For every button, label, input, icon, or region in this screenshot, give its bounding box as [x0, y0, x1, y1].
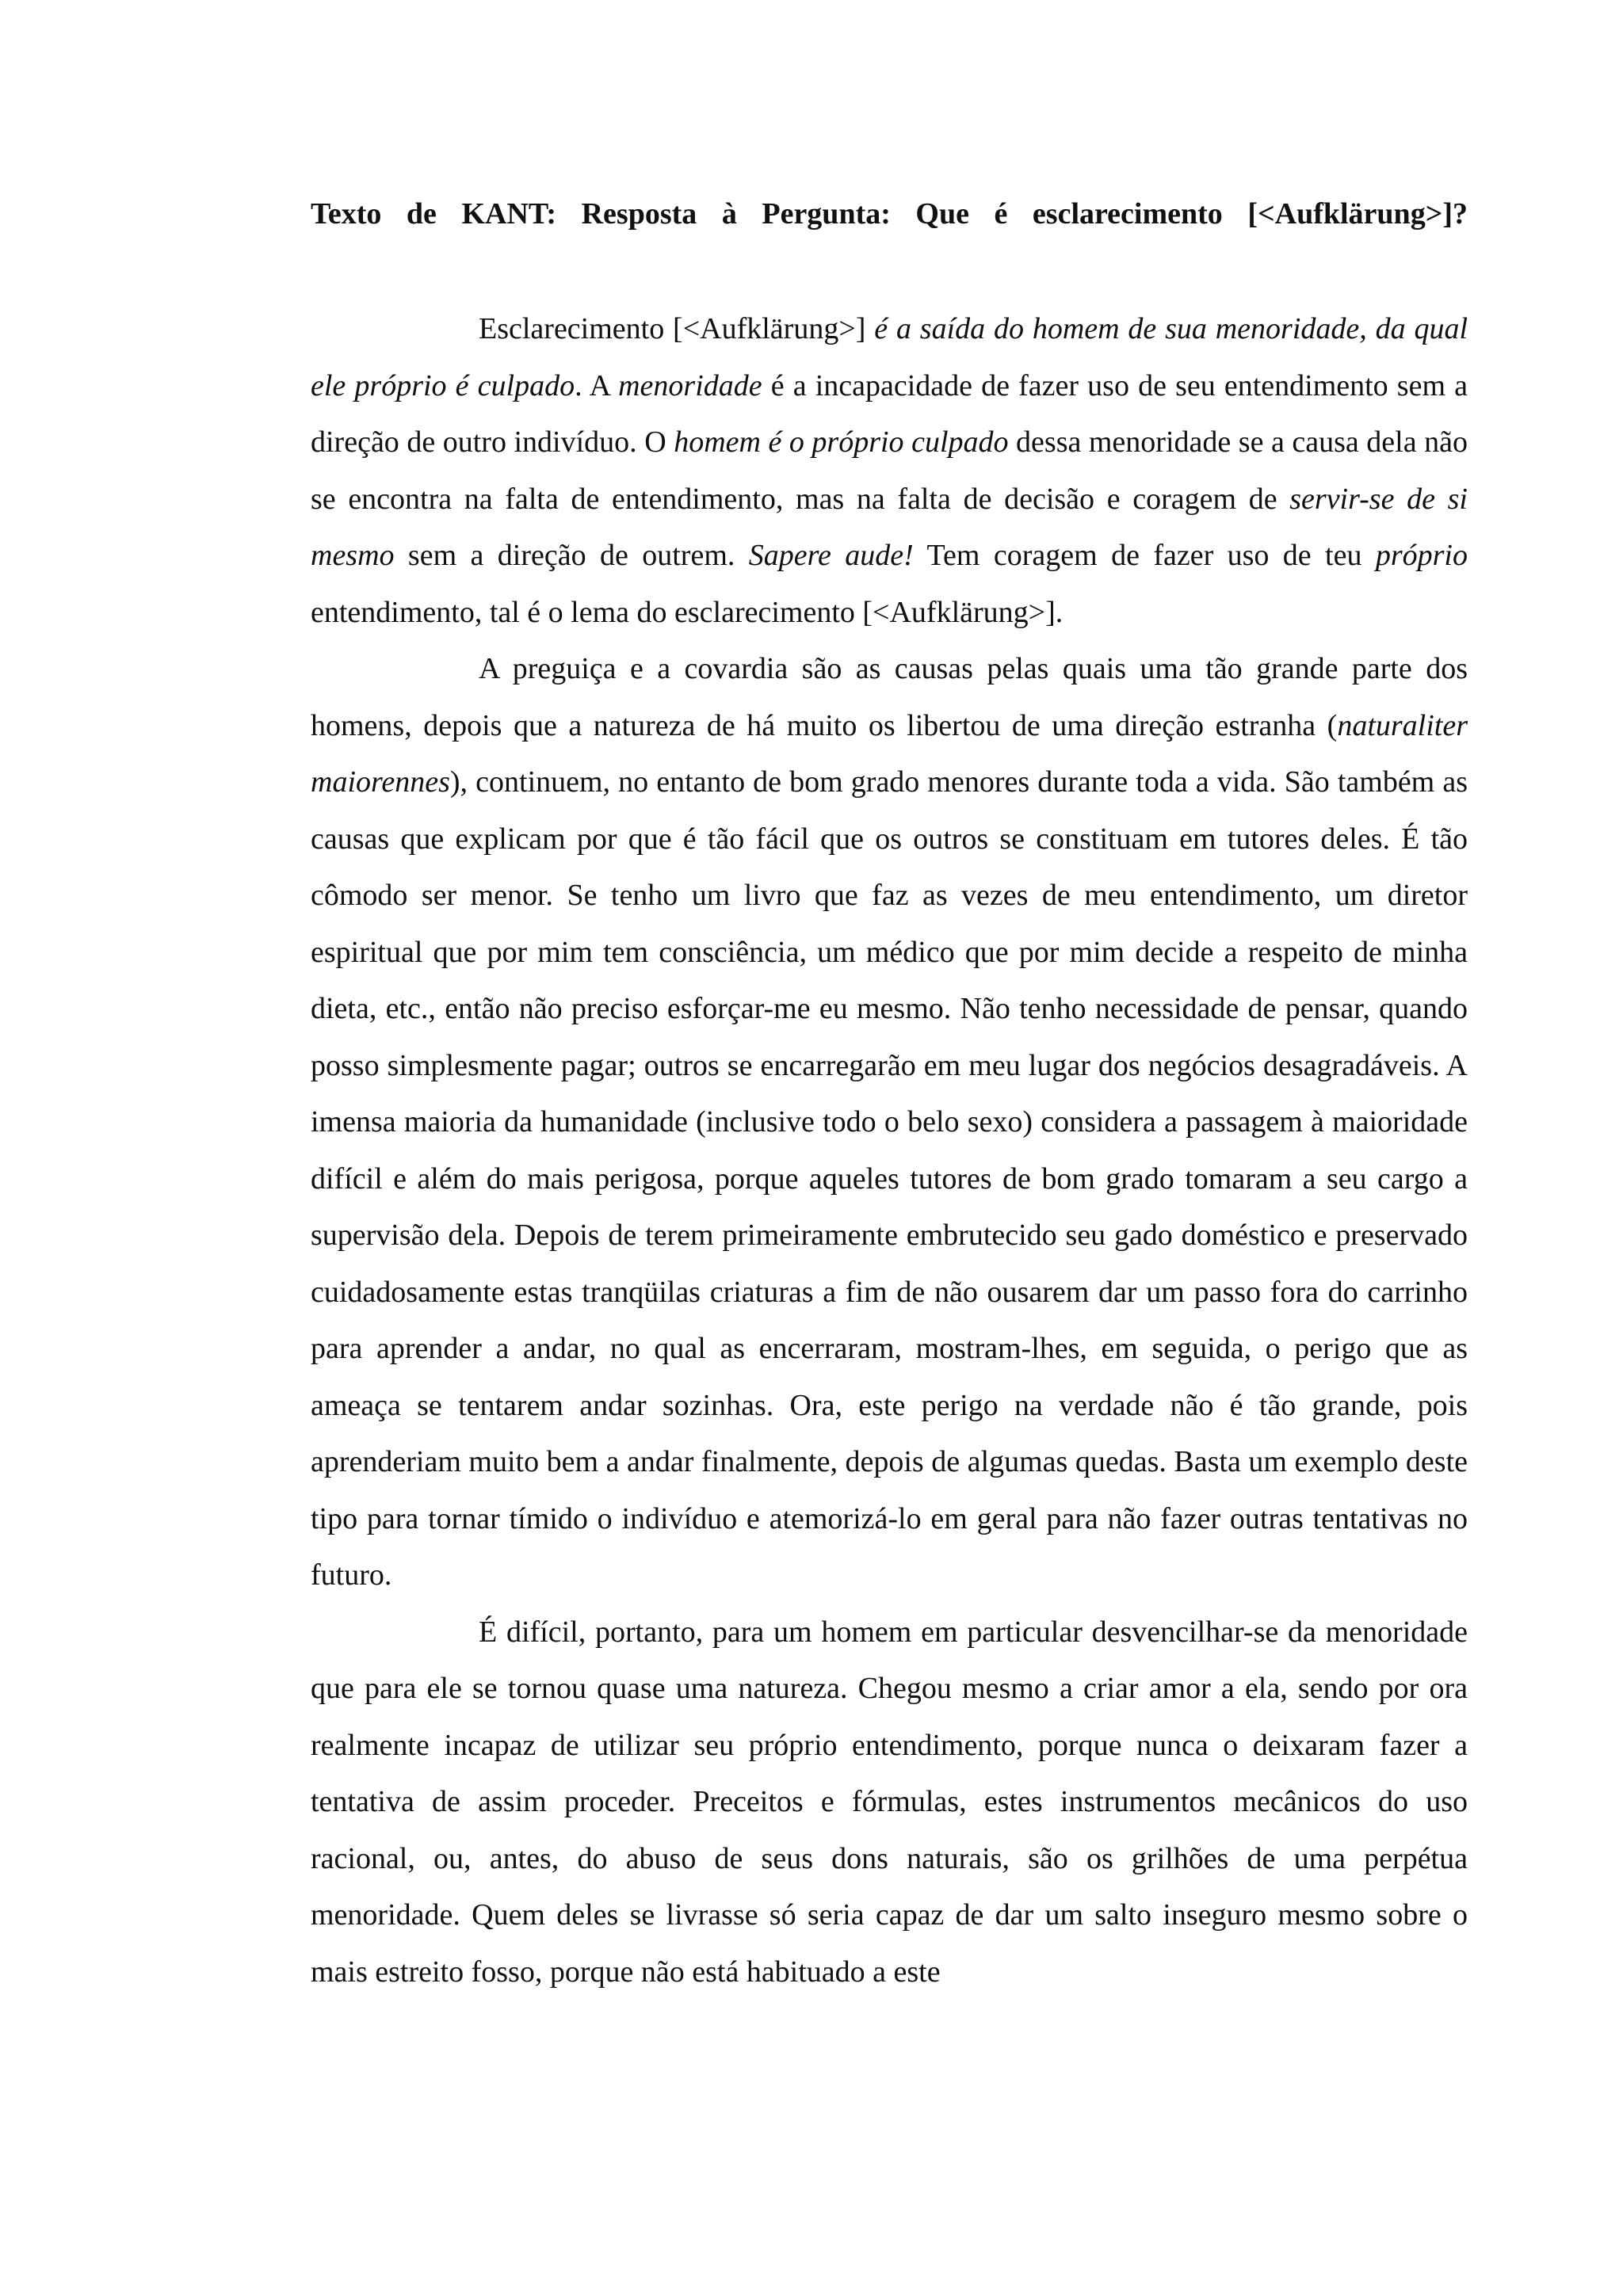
text-run: . A [575, 368, 619, 402]
text-run: é a incapacidade de fazer uso de seu entendimento sem a direção de outro indivíduo. O [311, 368, 1468, 459]
title-bold-text: Texto de KANT: Resposta à Pergunta: Que é esclarecimento [311, 197, 1223, 231]
document-body [311, 301, 1468, 2000]
text-run: Tem coragem de fazer uso de teu [913, 539, 1376, 572]
paragraph-3 [311, 1604, 1468, 2001]
document-title [311, 190, 1468, 238]
text-run: ), continuem, no entanto de bom grado menores durante toda a vida. São também as causas que explicam por que é tão fácil que os outros se constituam em tutores deles. É tão cômodo ser menor. Se tenho um livro que faz as vezes de meu entendimento, um diretor espiritual que por mim tem consciência, um médico que por mim decide a respeito de minha dieta, etc., então não preciso esforçar-me eu mesmo. Não tenho necessidade de pensar, quando posso simplesmente pagar; outros se encarregarão em meu lugar dos negócios desagradáveis. A imensa maioria da humanidade (inclusive todo o belo sexo) considera a passagem à maioridade difícil e além do mais perigosa, porque aqueles tutores de bom grado tomaram a seu cargo a supervisão dela. Depois de terem primeiramente embrutecido seu gado doméstico e preservado cuidadosamente estas tranqüilas criaturas a fim de não ousarem dar um passo fora do carrinho para aprender a andar, no qual as encerraram, mostram-lhes, em seguida, o perigo que as ameaça se tentarem andar sozinhas. Ora, este perigo na verdade não é tão grande, pois aprenderiam muito bem a andar finalmente, depois de algumas quedas. Basta um exemplo deste tipo para tornar tímido o indivíduo e atemorizá-lo em geral para não fazer outras tentativas no futuro. [311, 765, 1468, 1592]
italic-run: é a saída do homem de sua menoridade, da qual ele próprio é culpado [311, 312, 1468, 402]
paragraph-1 [311, 301, 1468, 641]
italic-run: menoridade [618, 368, 762, 402]
italic-run: Sapere aude! [748, 539, 914, 572]
title-aufklarung: [<Aufklärung>] [1247, 197, 1453, 231]
italic-run: próprio [1375, 539, 1468, 572]
title-question-mark: ? [1453, 197, 1468, 231]
text-run: Esclarecimento [<Aufklärung>] [479, 312, 875, 345]
text-run: dessa menoridade se a causa dela não se encontra na falta de entendimento, mas na falta de decisão e coragem de [311, 425, 1468, 516]
paragraph-2 [311, 641, 1468, 1604]
italic-run: servir-se de si mesmo [311, 482, 1468, 572]
text-run: entendimento, tal é o lema do esclarecimento [<Aufklärung>]. [311, 595, 1064, 629]
text-run: A preguiça e a covardia são as causas pelas quais uma tão grande parte dos homens, depois que a natureza de há muito os libertou de uma direção estranha ( [311, 652, 1468, 742]
italic-run: naturaliter maiorennes [311, 708, 1468, 799]
italic-run: homem é o próprio culpado [674, 425, 1009, 459]
text-run: sem a direção de outrem. [394, 539, 749, 572]
text-run: É difícil, portanto, para um homem em particular desvencilhar-se da menoridade que para ele se tornou quase uma natureza. Chegou mesmo a criar amor a ela, sendo por ora realmente incapaz de utilizar seu próprio entendimento, porque nunca o deixaram fazer a tentativa de assim proceder. Preceitos e fórmulas, estes instrumentos mecânicos do uso racional, ou, antes, do abuso de seus dons naturais, são os grilhões de uma perpétua menoridade. Quem deles se livrasse só seria capaz de dar um salto inseguro mesmo sobre o mais estreito fosso, porque não está habituado a este [311, 1615, 1468, 1989]
